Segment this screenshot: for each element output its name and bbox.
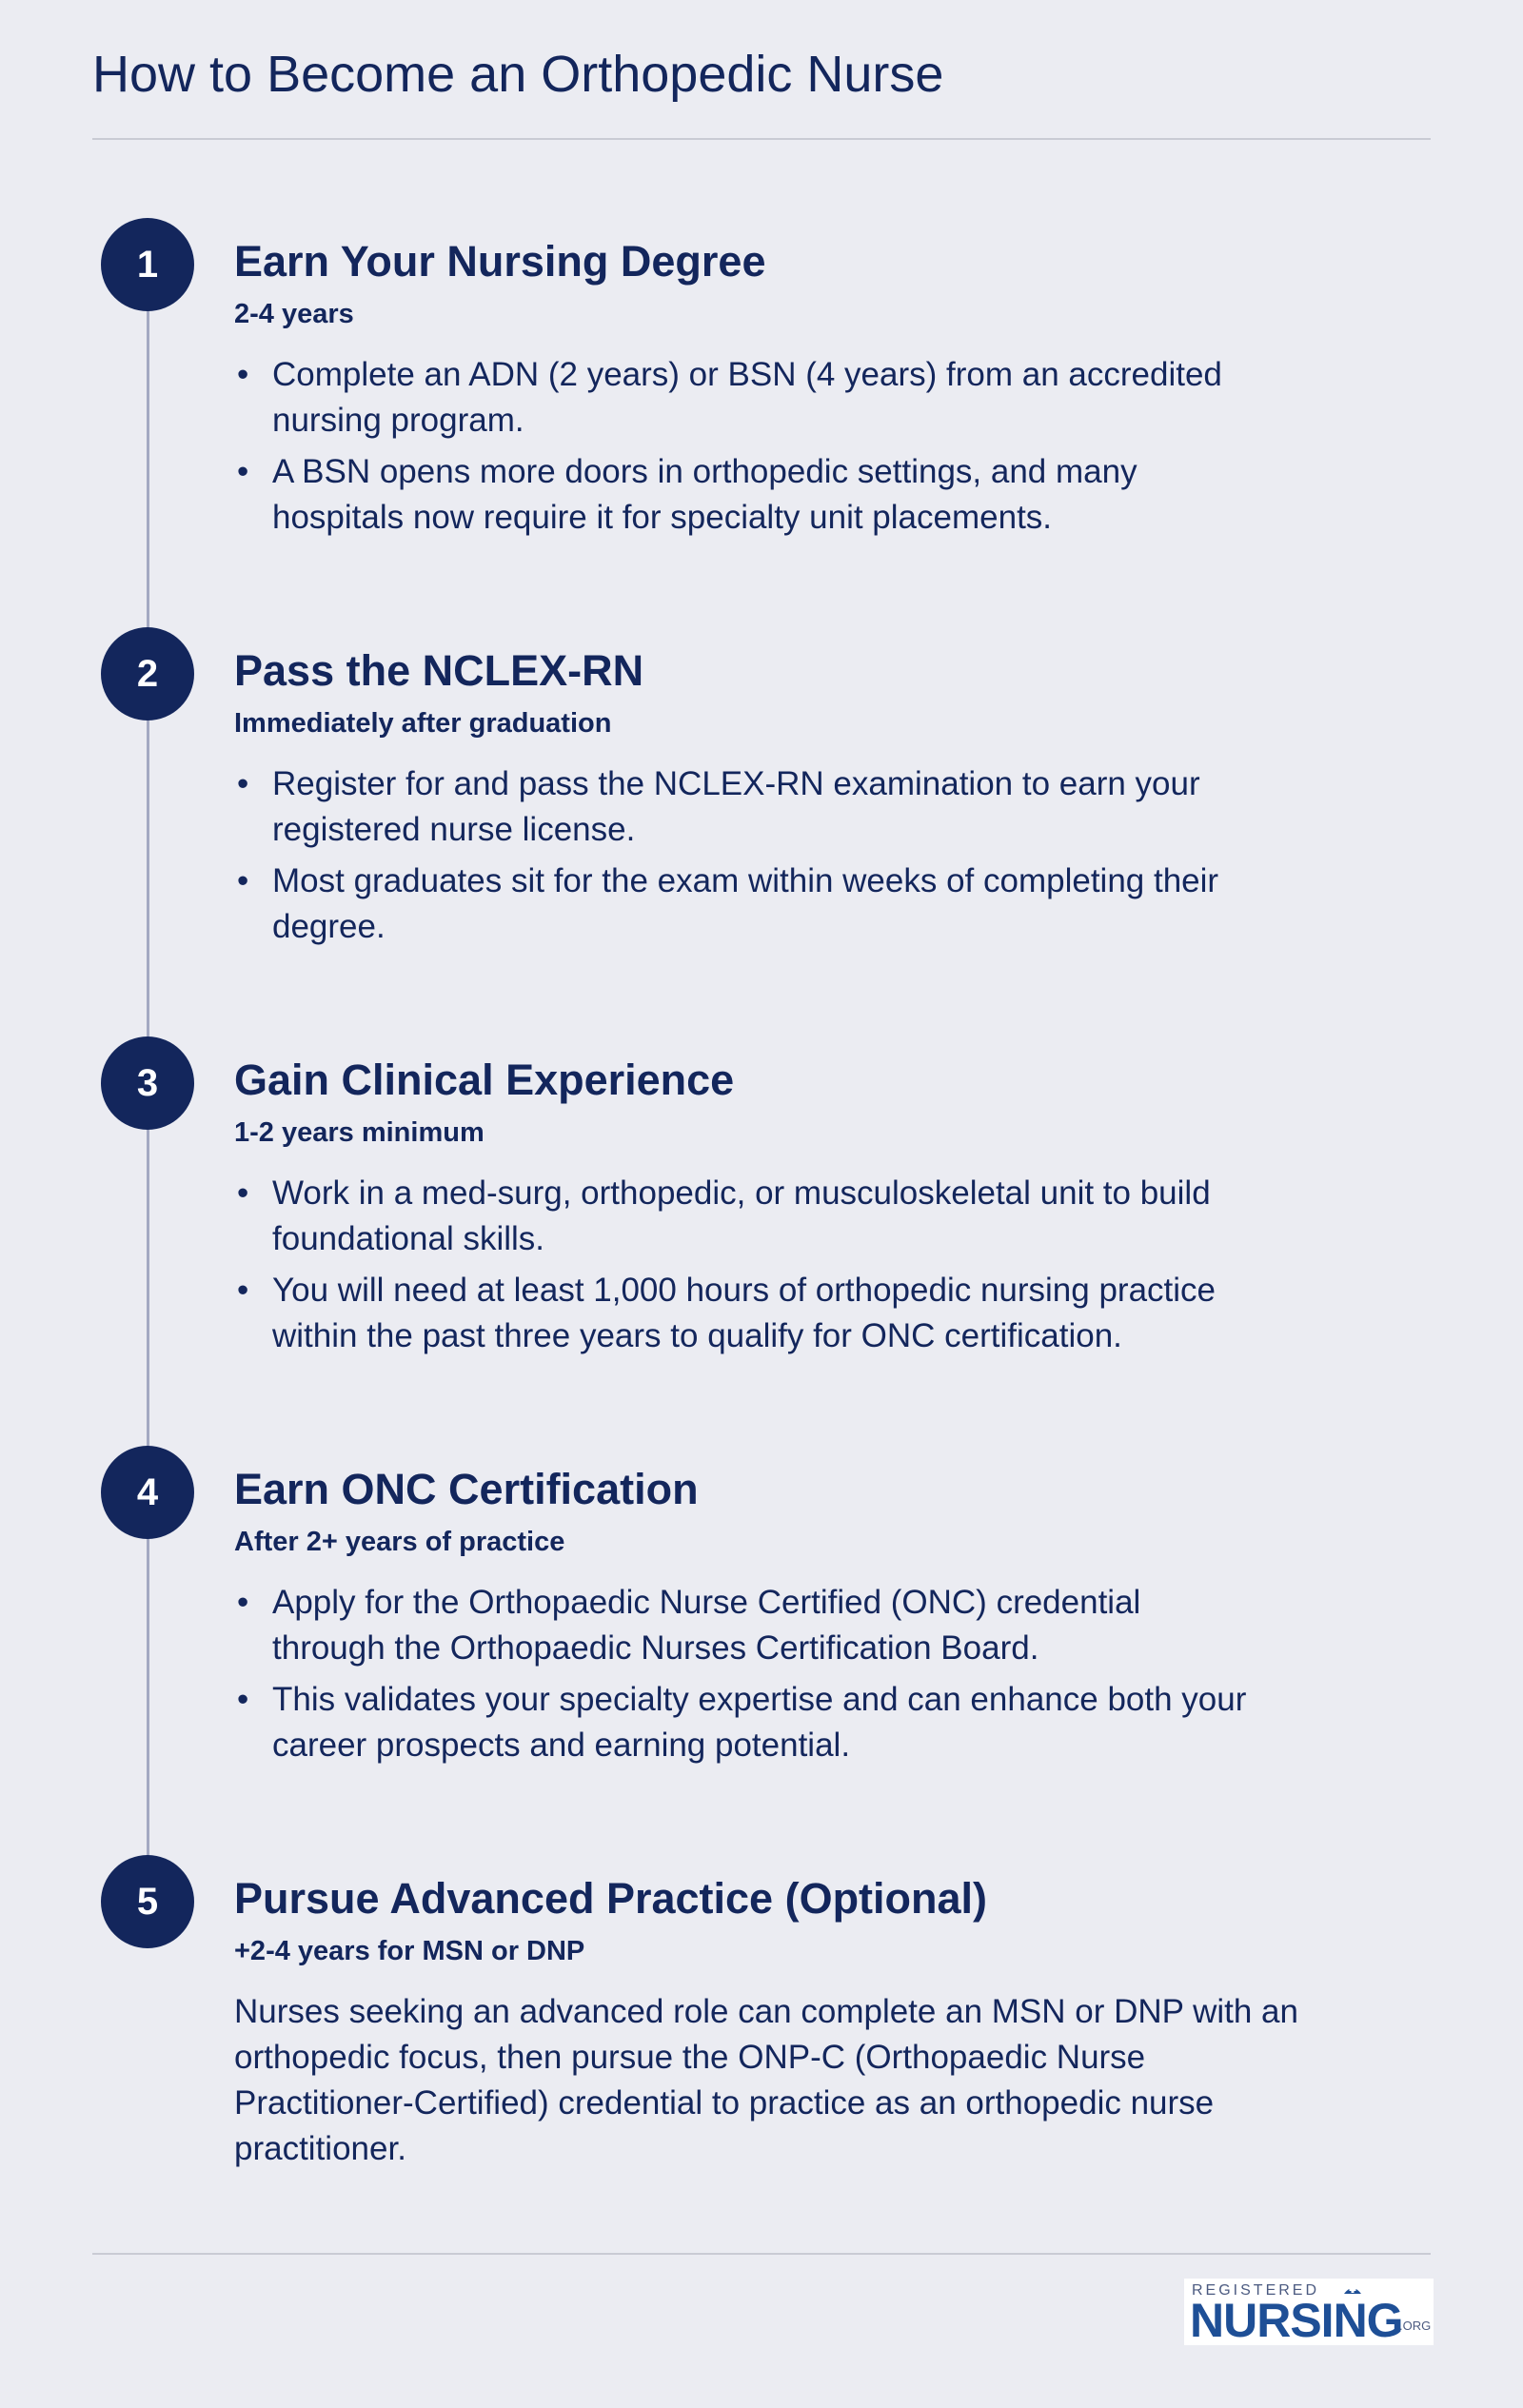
step-duration: 1-2 years minimum <box>234 1117 485 1148</box>
registered-nursing-logo <box>1184 2279 1434 2345</box>
bullet-dot-icon: • <box>237 1584 249 1621</box>
bullet-text: Complete an ADN (2 years) or BSN (4 years) from an accredited nursing program. <box>272 356 1222 439</box>
bullet-dot-icon: • <box>237 453 249 490</box>
step-title: Earn ONC Certification <box>234 1465 699 1513</box>
bullet-text: A BSN opens more doors in orthopedic settings, and many hospitals now require it for specialty unit placements. <box>272 453 1137 536</box>
bullet-dot-icon: • <box>237 1174 249 1212</box>
bullet-dot-icon: • <box>237 356 249 393</box>
step-content <box>234 1446 1310 1774</box>
bottom-divider <box>92 2253 1431 2255</box>
step-number-badge: 3 <box>101 1036 194 1130</box>
step-number-badge: 4 <box>101 1446 194 1539</box>
step-content <box>234 627 1310 956</box>
logo-top-text: REGISTERED <box>1192 2282 1320 2299</box>
bullet-dot-icon: • <box>237 1272 249 1309</box>
step-number-badge: 5 <box>101 1855 194 1948</box>
step-paragraph: Nurses seeking an advanced role can complete an MSN or DNP with an orthopedic focus, then pursue the ONP-C (Orthopaedic Nurse Practitioner-Certified) credential to practice as an orthopedic nurse practitioner. <box>234 1993 1298 2167</box>
bullet-item <box>234 1268 1262 1359</box>
bullet-dot-icon: • <box>237 862 249 899</box>
step-number-badge: 2 <box>101 627 194 720</box>
step-bullet-list <box>234 352 1310 541</box>
bullet-text: Apply for the Orthopaedic Nurse Certified (ONC) credential through the Orthopaedic Nurses Certification Board. <box>272 1584 1141 1667</box>
logo-suffix: .ORG <box>1399 2319 1432 2333</box>
bullet-item <box>234 1677 1262 1768</box>
step-title: Earn Your Nursing Degree <box>234 237 766 286</box>
bullet-text: This validates your specialty expertise and can enhance both your career prospects and earning potential. <box>272 1681 1247 1764</box>
step-bullet-list <box>234 1171 1310 1359</box>
step-bullet-list <box>234 761 1310 950</box>
bullet-item <box>234 449 1262 541</box>
step-duration: After 2+ years of practice <box>234 1527 565 1557</box>
step-bullet-list <box>234 1580 1310 1768</box>
bullet-item <box>234 761 1262 853</box>
logo-main-text: NURSING <box>1190 2294 1403 2347</box>
step-content <box>234 1036 1310 1365</box>
top-divider <box>92 138 1431 140</box>
step-content <box>234 218 1310 546</box>
bullet-text: You will need at least 1,000 hours of orthopedic nursing practice within the past three years to qualify for ONC certification. <box>272 1272 1216 1354</box>
step-duration: 2-4 years <box>234 299 354 329</box>
bullet-dot-icon: • <box>237 1681 249 1718</box>
bullet-dot-icon: • <box>237 765 249 802</box>
bullet-item <box>234 1171 1262 1262</box>
bullet-text: Most graduates sit for the exam within weeks of completing their degree. <box>272 862 1219 945</box>
step-content <box>234 1855 1310 2172</box>
bullet-text: Work in a med-surg, orthopedic, or musculoskeletal unit to build foundational skills. <box>272 1174 1211 1257</box>
bullet-text: Register for and pass the NCLEX-RN examination to earn your registered nurse license. <box>272 765 1200 848</box>
bullet-item <box>234 352 1262 444</box>
page-title: How to Become an Orthopedic Nurse <box>92 46 944 103</box>
step-title: Pursue Advanced Practice (Optional) <box>234 1874 988 1923</box>
step-duration: +2-4 years for MSN or DNP <box>234 1936 585 1966</box>
bullet-item <box>234 1580 1262 1671</box>
step-title: Pass the NCLEX-RN <box>234 646 644 695</box>
step-title: Gain Clinical Experience <box>234 1056 735 1104</box>
bullet-item <box>234 859 1262 950</box>
step-duration: Immediately after graduation <box>234 708 612 739</box>
step-number-badge: 1 <box>101 218 194 311</box>
